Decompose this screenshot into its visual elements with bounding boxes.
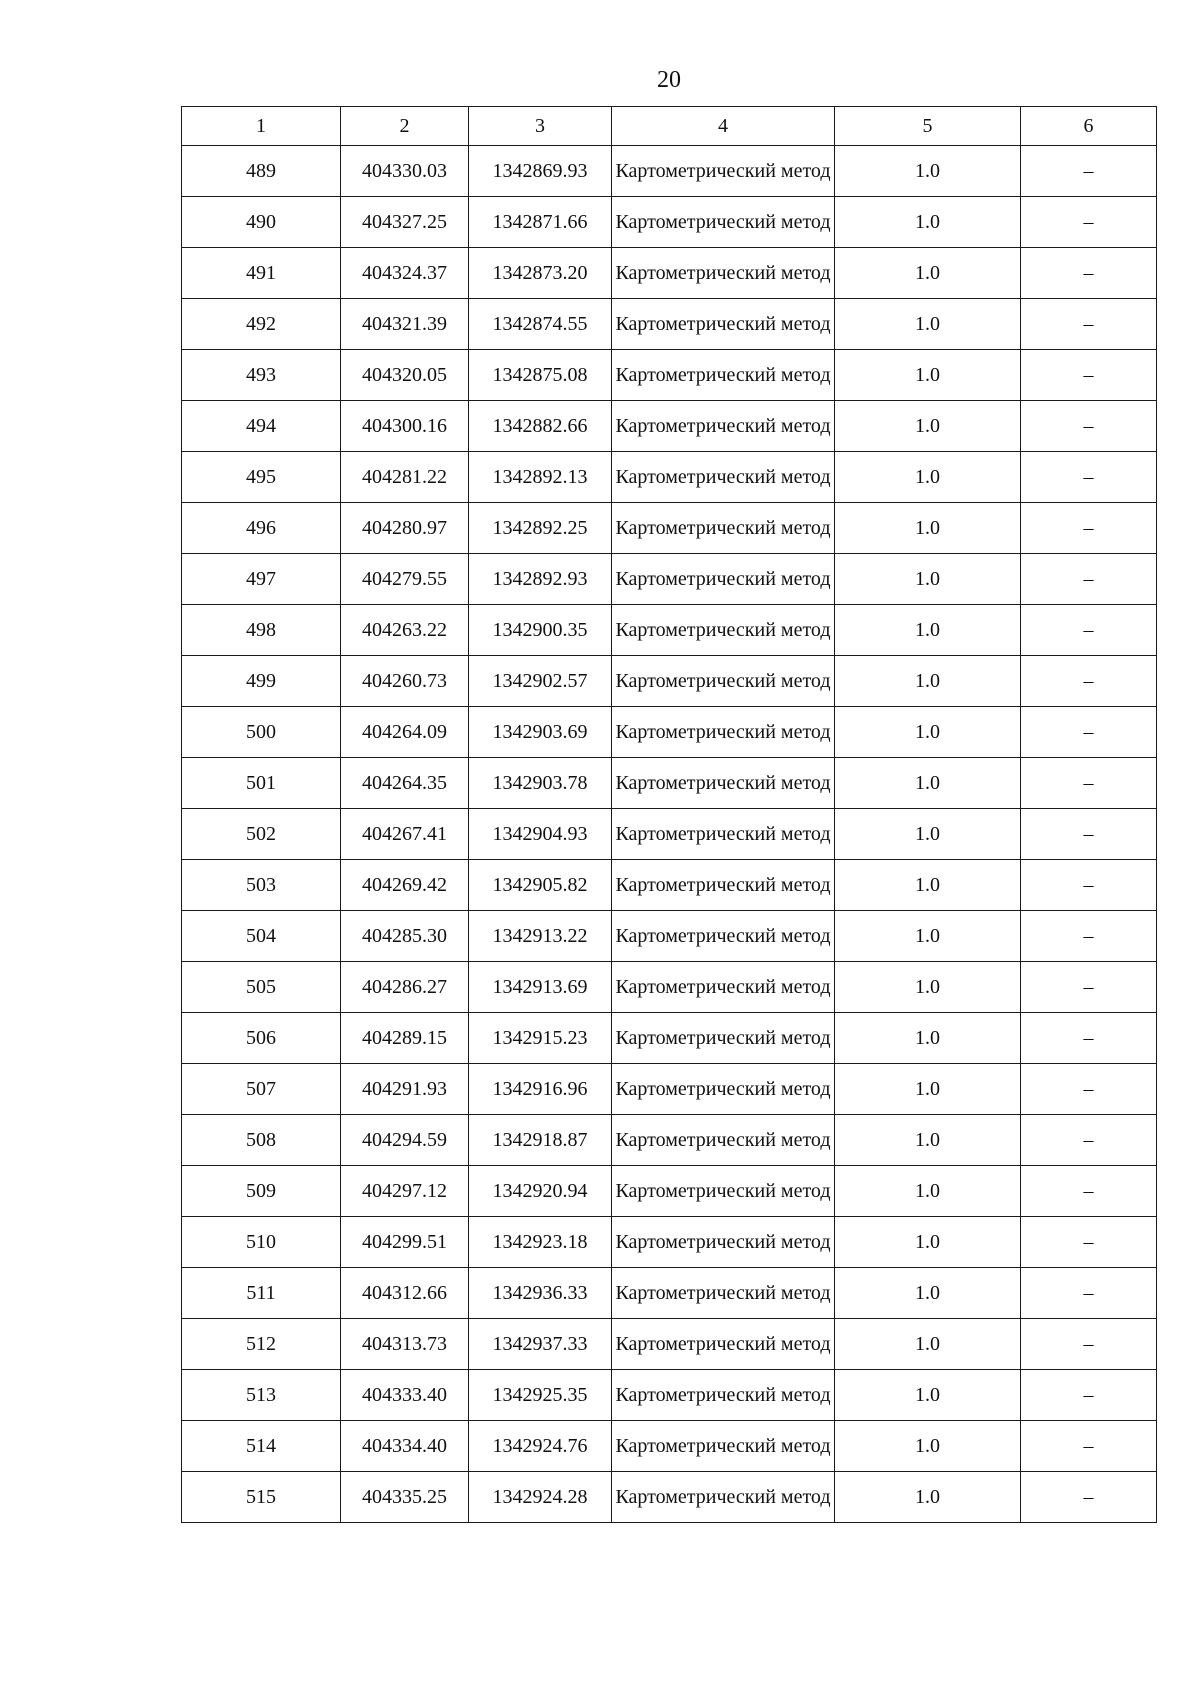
x-coordinate-cell: 404263.22 — [341, 605, 469, 656]
table-row — [182, 299, 1157, 350]
note-cell: – — [1021, 1013, 1157, 1064]
note-cell: – — [1021, 503, 1157, 554]
table-row — [182, 1268, 1157, 1319]
x-coordinate-cell: 404324.37 — [341, 248, 469, 299]
point-number-cell: 489 — [182, 146, 341, 197]
point-number-cell: 505 — [182, 962, 341, 1013]
y-coordinate-cell: 1342903.78 — [469, 758, 612, 809]
y-coordinate-cell: 1342892.25 — [469, 503, 612, 554]
method-cell: Картометрический метод — [612, 962, 835, 1013]
method-cell: Картометрический метод — [612, 1268, 835, 1319]
method-cell: Картометрический метод — [612, 1319, 835, 1370]
method-cell: Картометрический метод — [612, 1115, 835, 1166]
method-cell: Картометрический метод — [612, 503, 835, 554]
note-cell: – — [1021, 146, 1157, 197]
table-row — [182, 248, 1157, 299]
accuracy-cell: 1.0 — [835, 758, 1021, 809]
column-header-5: 5 — [835, 107, 1021, 146]
table-row — [182, 707, 1157, 758]
accuracy-cell: 1.0 — [835, 707, 1021, 758]
table-row — [182, 554, 1157, 605]
method-cell: Картометрический метод — [612, 758, 835, 809]
method-cell: Картометрический метод — [612, 1217, 835, 1268]
y-coordinate-cell: 1342923.18 — [469, 1217, 612, 1268]
note-cell: – — [1021, 809, 1157, 860]
y-coordinate-cell: 1342873.20 — [469, 248, 612, 299]
accuracy-cell: 1.0 — [835, 299, 1021, 350]
accuracy-cell: 1.0 — [835, 1115, 1021, 1166]
x-coordinate-cell: 404289.15 — [341, 1013, 469, 1064]
table-row — [182, 1472, 1157, 1523]
accuracy-cell: 1.0 — [835, 554, 1021, 605]
table-row — [182, 1166, 1157, 1217]
method-cell: Картометрический метод — [612, 1370, 835, 1421]
x-coordinate-cell: 404297.12 — [341, 1166, 469, 1217]
method-cell: Картометрический метод — [612, 605, 835, 656]
x-coordinate-cell: 404321.39 — [341, 299, 469, 350]
column-header-2: 2 — [341, 107, 469, 146]
y-coordinate-cell: 1342875.08 — [469, 350, 612, 401]
accuracy-cell: 1.0 — [835, 1268, 1021, 1319]
table-row — [182, 911, 1157, 962]
y-coordinate-cell: 1342916.96 — [469, 1064, 612, 1115]
column-header-3: 3 — [469, 107, 612, 146]
note-cell: – — [1021, 1421, 1157, 1472]
note-cell: – — [1021, 1166, 1157, 1217]
table-row — [182, 1370, 1157, 1421]
point-number-cell: 514 — [182, 1421, 341, 1472]
header-row — [182, 107, 1157, 146]
accuracy-cell: 1.0 — [835, 1472, 1021, 1523]
method-cell: Картометрический метод — [612, 1013, 835, 1064]
table-row — [182, 656, 1157, 707]
method-cell: Картометрический метод — [612, 911, 835, 962]
table-row — [182, 758, 1157, 809]
column-header-1: 1 — [182, 107, 341, 146]
x-coordinate-cell: 404279.55 — [341, 554, 469, 605]
y-coordinate-cell: 1342925.35 — [469, 1370, 612, 1421]
column-header-4: 4 — [612, 107, 835, 146]
y-coordinate-cell: 1342871.66 — [469, 197, 612, 248]
y-coordinate-cell: 1342924.28 — [469, 1472, 612, 1523]
table-row — [182, 1115, 1157, 1166]
table-row — [182, 605, 1157, 656]
x-coordinate-cell: 404264.09 — [341, 707, 469, 758]
y-coordinate-cell: 1342874.55 — [469, 299, 612, 350]
accuracy-cell: 1.0 — [835, 503, 1021, 554]
note-cell: – — [1021, 911, 1157, 962]
y-coordinate-cell: 1342905.82 — [469, 860, 612, 911]
y-coordinate-cell: 1342882.66 — [469, 401, 612, 452]
note-cell: – — [1021, 1268, 1157, 1319]
accuracy-cell: 1.0 — [835, 452, 1021, 503]
x-coordinate-cell: 404299.51 — [341, 1217, 469, 1268]
note-cell: – — [1021, 401, 1157, 452]
table-row — [182, 1319, 1157, 1370]
accuracy-cell: 1.0 — [835, 605, 1021, 656]
table-row — [182, 1217, 1157, 1268]
method-cell: Картометрический метод — [612, 809, 835, 860]
x-coordinate-cell: 404285.30 — [341, 911, 469, 962]
method-cell: Картометрический метод — [612, 452, 835, 503]
note-cell: – — [1021, 1217, 1157, 1268]
accuracy-cell: 1.0 — [835, 962, 1021, 1013]
x-coordinate-cell: 404260.73 — [341, 656, 469, 707]
point-number-cell: 512 — [182, 1319, 341, 1370]
x-coordinate-cell: 404330.03 — [341, 146, 469, 197]
table-row — [182, 1064, 1157, 1115]
method-cell: Картометрический метод — [612, 401, 835, 452]
point-number-cell: 498 — [182, 605, 341, 656]
point-number-cell: 508 — [182, 1115, 341, 1166]
point-number-cell: 491 — [182, 248, 341, 299]
note-cell: – — [1021, 1370, 1157, 1421]
table-row — [182, 503, 1157, 554]
accuracy-cell: 1.0 — [835, 911, 1021, 962]
table-row — [182, 1013, 1157, 1064]
table-row — [182, 401, 1157, 452]
method-cell: Картометрический метод — [612, 248, 835, 299]
x-coordinate-cell: 404281.22 — [341, 452, 469, 503]
table-header — [182, 107, 1157, 146]
x-coordinate-cell: 404300.16 — [341, 401, 469, 452]
table-row — [182, 146, 1157, 197]
method-cell: Картометрический метод — [612, 350, 835, 401]
point-number-cell: 496 — [182, 503, 341, 554]
x-coordinate-cell: 404333.40 — [341, 1370, 469, 1421]
note-cell: – — [1021, 605, 1157, 656]
y-coordinate-cell: 1342913.69 — [469, 962, 612, 1013]
x-coordinate-cell: 404286.27 — [341, 962, 469, 1013]
accuracy-cell: 1.0 — [835, 809, 1021, 860]
point-number-cell: 507 — [182, 1064, 341, 1115]
y-coordinate-cell: 1342892.93 — [469, 554, 612, 605]
note-cell: – — [1021, 962, 1157, 1013]
accuracy-cell: 1.0 — [835, 1166, 1021, 1217]
point-number-cell: 499 — [182, 656, 341, 707]
table-body — [182, 146, 1157, 1523]
accuracy-cell: 1.0 — [835, 656, 1021, 707]
x-coordinate-cell: 404291.93 — [341, 1064, 469, 1115]
method-cell: Картометрический метод — [612, 1421, 835, 1472]
note-cell: – — [1021, 197, 1157, 248]
method-cell: Картометрический метод — [612, 707, 835, 758]
point-number-cell: 490 — [182, 197, 341, 248]
method-cell: Картометрический метод — [612, 1166, 835, 1217]
point-number-cell: 502 — [182, 809, 341, 860]
x-coordinate-cell: 404335.25 — [341, 1472, 469, 1523]
accuracy-cell: 1.0 — [835, 860, 1021, 911]
column-header-6: 6 — [1021, 107, 1157, 146]
note-cell: – — [1021, 707, 1157, 758]
point-number-cell: 493 — [182, 350, 341, 401]
accuracy-cell: 1.0 — [835, 248, 1021, 299]
point-number-cell: 504 — [182, 911, 341, 962]
point-number-cell: 515 — [182, 1472, 341, 1523]
x-coordinate-cell: 404264.35 — [341, 758, 469, 809]
page-number: 20 — [657, 67, 681, 93]
method-cell: Картометрический метод — [612, 299, 835, 350]
note-cell: – — [1021, 656, 1157, 707]
note-cell: – — [1021, 860, 1157, 911]
accuracy-cell: 1.0 — [835, 1319, 1021, 1370]
note-cell: – — [1021, 452, 1157, 503]
y-coordinate-cell: 1342902.57 — [469, 656, 612, 707]
method-cell: Картометрический метод — [612, 197, 835, 248]
x-coordinate-cell: 404269.42 — [341, 860, 469, 911]
point-number-cell: 501 — [182, 758, 341, 809]
method-cell: Картометрический метод — [612, 1064, 835, 1115]
method-cell: Картометрический метод — [612, 146, 835, 197]
accuracy-cell: 1.0 — [835, 1370, 1021, 1421]
table-row — [182, 1421, 1157, 1472]
note-cell: – — [1021, 299, 1157, 350]
y-coordinate-cell: 1342936.33 — [469, 1268, 612, 1319]
y-coordinate-cell: 1342920.94 — [469, 1166, 612, 1217]
point-number-cell: 506 — [182, 1013, 341, 1064]
y-coordinate-cell: 1342924.76 — [469, 1421, 612, 1472]
method-cell: Картометрический метод — [612, 554, 835, 605]
accuracy-cell: 1.0 — [835, 1013, 1021, 1064]
accuracy-cell: 1.0 — [835, 197, 1021, 248]
x-coordinate-cell: 404312.66 — [341, 1268, 469, 1319]
accuracy-cell: 1.0 — [835, 350, 1021, 401]
table-row — [182, 860, 1157, 911]
coordinates-table — [181, 106, 1157, 1523]
point-number-cell: 495 — [182, 452, 341, 503]
x-coordinate-cell: 404313.73 — [341, 1319, 469, 1370]
note-cell: – — [1021, 248, 1157, 299]
point-number-cell: 509 — [182, 1166, 341, 1217]
y-coordinate-cell: 1342937.33 — [469, 1319, 612, 1370]
point-number-cell: 511 — [182, 1268, 341, 1319]
y-coordinate-cell: 1342904.93 — [469, 809, 612, 860]
table-row — [182, 452, 1157, 503]
y-coordinate-cell: 1342915.23 — [469, 1013, 612, 1064]
note-cell: – — [1021, 1064, 1157, 1115]
y-coordinate-cell: 1342900.35 — [469, 605, 612, 656]
accuracy-cell: 1.0 — [835, 146, 1021, 197]
accuracy-cell: 1.0 — [835, 1064, 1021, 1115]
point-number-cell: 494 — [182, 401, 341, 452]
point-number-cell: 497 — [182, 554, 341, 605]
table-row — [182, 962, 1157, 1013]
y-coordinate-cell: 1342892.13 — [469, 452, 612, 503]
note-cell: – — [1021, 758, 1157, 809]
x-coordinate-cell: 404294.59 — [341, 1115, 469, 1166]
note-cell: – — [1021, 1319, 1157, 1370]
table-row — [182, 197, 1157, 248]
method-cell: Картометрический метод — [612, 860, 835, 911]
note-cell: – — [1021, 1115, 1157, 1166]
y-coordinate-cell: 1342869.93 — [469, 146, 612, 197]
table-row — [182, 350, 1157, 401]
y-coordinate-cell: 1342903.69 — [469, 707, 612, 758]
note-cell: – — [1021, 350, 1157, 401]
x-coordinate-cell: 404334.40 — [341, 1421, 469, 1472]
method-cell: Картометрический метод — [612, 1472, 835, 1523]
accuracy-cell: 1.0 — [835, 1217, 1021, 1268]
x-coordinate-cell: 404267.41 — [341, 809, 469, 860]
accuracy-cell: 1.0 — [835, 401, 1021, 452]
table-row — [182, 809, 1157, 860]
y-coordinate-cell: 1342918.87 — [469, 1115, 612, 1166]
y-coordinate-cell: 1342913.22 — [469, 911, 612, 962]
accuracy-cell: 1.0 — [835, 1421, 1021, 1472]
point-number-cell: 510 — [182, 1217, 341, 1268]
method-cell: Картометрический метод — [612, 656, 835, 707]
note-cell: – — [1021, 554, 1157, 605]
point-number-cell: 503 — [182, 860, 341, 911]
x-coordinate-cell: 404280.97 — [341, 503, 469, 554]
x-coordinate-cell: 404320.05 — [341, 350, 469, 401]
point-number-cell: 513 — [182, 1370, 341, 1421]
note-cell: – — [1021, 1472, 1157, 1523]
point-number-cell: 500 — [182, 707, 341, 758]
point-number-cell: 492 — [182, 299, 341, 350]
x-coordinate-cell: 404327.25 — [341, 197, 469, 248]
